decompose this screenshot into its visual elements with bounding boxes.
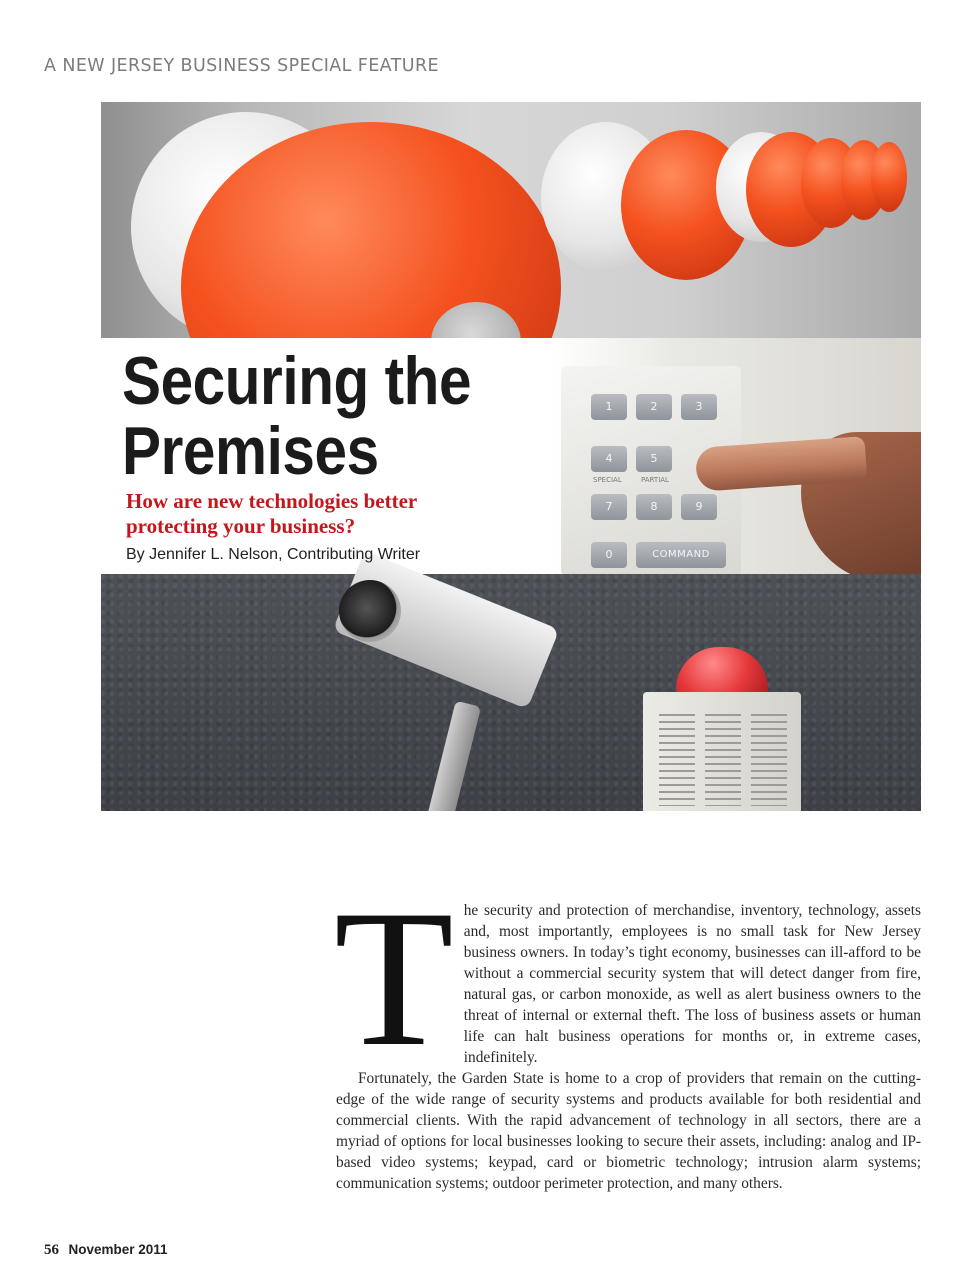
siren-box — [643, 692, 801, 811]
keypad-key: 7 — [591, 494, 627, 520]
paragraph-1 — [334, 870, 921, 1087]
section-kicker: A NEW JERSEY BUSINESS SPECIAL FEATURE — [44, 56, 439, 76]
deck-line-1: How are new technologies better — [126, 489, 418, 513]
keypad-key: 9 — [681, 494, 717, 520]
article-deck — [126, 489, 417, 539]
issue-date: November 2011 — [68, 1242, 168, 1257]
keypad-label-partial: PARTIAL — [641, 476, 669, 484]
siren-vent — [751, 714, 787, 806]
keypad-key: 5 — [636, 446, 672, 472]
drop-cap: T — [334, 870, 454, 1087]
keypad-key: 4 — [591, 446, 627, 472]
siren-vent — [659, 714, 695, 806]
article-body — [334, 870, 921, 1194]
headline-line-1: Securing the — [122, 343, 472, 419]
keypad-label-special: SPECIAL — [593, 476, 622, 484]
keypad-key: 1 — [591, 394, 627, 420]
article-headline — [122, 343, 472, 489]
paragraph-2: Fortunately, the Garden State is home to a crop of providers that remain on the cutting-edge of the wide range of security systems and products available for both residential and commercial clients. With the rapid advancement of technology in all sectors, there are a myriad of options for local businesses looking to secure their assets, including: analog and IP-based video systems; keypad, card or biometric technology; intrusion alarm systems; communication systems; outdoor perimeter protection, and many others. — [336, 1070, 921, 1192]
headline-line-2: Premises — [122, 413, 379, 489]
alarm-bells-photo — [101, 102, 921, 338]
keypad-key: 0 — [591, 542, 627, 568]
page-footer — [44, 1242, 168, 1259]
keypad-key: 8 — [636, 494, 672, 520]
keypad-command-key: COMMAND — [636, 542, 726, 568]
deck-line-2: protecting your business? — [126, 514, 356, 538]
security-camera-lens — [339, 580, 401, 642]
page-number: 56 — [44, 1242, 59, 1258]
siren-vent — [705, 714, 741, 806]
paragraph-1-text: he security and protection of merchandise, inventory, technology, assets and, most importantly, employees is no small task for New Jersey business owners. In today’s tight economy, businesses can ill-afford to be without a commercial security system that will detect danger from fire, natural gas, or carbon monoxide, as well as alert business owners to the threat of internal or external theft. The loss of business assets or human life can halt business operations for months or, in extreme cases, indefinitely. — [463, 902, 921, 1066]
alarm-bell — [871, 142, 907, 212]
keypad-key: 2 — [636, 394, 672, 420]
byline: By Jennifer L. Nelson, Contributing Writer — [126, 546, 421, 563]
keypad-key: 3 — [681, 394, 717, 420]
